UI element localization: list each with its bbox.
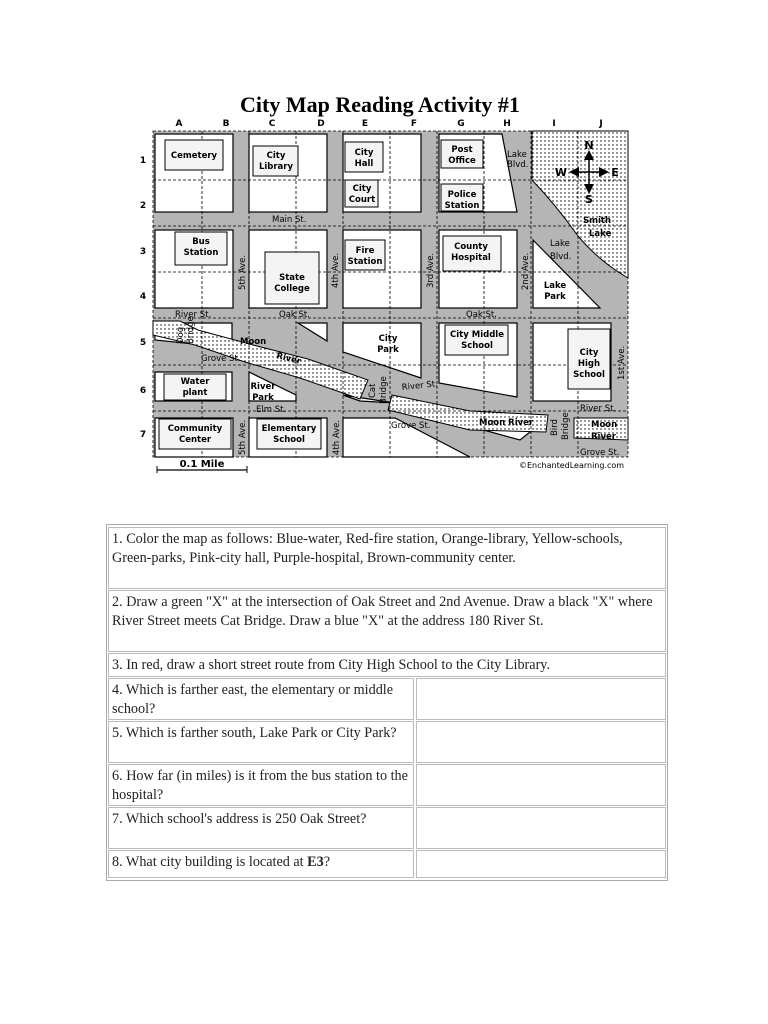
question-6: 6. How far (in miles) is it from the bus station to the hospital? <box>108 764 414 806</box>
question-6-row <box>108 764 666 806</box>
row-label: 3 <box>139 247 147 257</box>
label-river-park: Park <box>252 393 274 403</box>
label-river-st: River St. <box>175 310 212 320</box>
row-label: 1 <box>139 156 147 166</box>
label-moon-river: River <box>591 432 616 442</box>
answer-4-cell[interactable] <box>416 678 666 720</box>
col-label: C <box>268 119 276 129</box>
label-county-hospital: Hospital <box>451 253 491 263</box>
svg-text:0.1 Mile: 0.1 Mile <box>179 459 225 470</box>
label-bird-bridge: Bridge <box>561 412 571 440</box>
label-moon-river: Moon River <box>479 418 534 428</box>
answer-7-cell[interactable] <box>416 807 666 849</box>
label-2nd-ave: 2nd Ave. <box>521 252 531 290</box>
row-label: 7 <box>139 430 147 440</box>
question-8-text: 8. What city building is located at <box>112 854 308 870</box>
row-label: 4 <box>139 292 147 302</box>
label-city-library: Library <box>258 162 294 172</box>
label-oak-st: Oak St. <box>466 310 497 320</box>
label-lake-blvd: Blvd. <box>550 252 572 262</box>
label-bus-station: Station <box>183 248 219 258</box>
col-label: E <box>361 119 369 129</box>
label-5th-ave: 5th Ave. <box>238 254 248 290</box>
col-label: B <box>222 119 230 129</box>
label-oak-st: Oak St. <box>279 310 310 320</box>
label-community-center: Community <box>167 424 223 434</box>
col-label: F <box>410 119 418 129</box>
question-5: 5. Which is farther south, Lake Park or City Park? <box>108 721 414 763</box>
label-elm-st: Elm St. <box>256 405 287 415</box>
label-water-plant: Water <box>180 377 210 387</box>
label-cat-bridge: Cat <box>368 383 378 398</box>
label-lake-park: Park <box>544 292 566 302</box>
label-3rd-ave: 3rd Ave. <box>426 252 436 288</box>
label-police-station: Station <box>444 201 480 211</box>
label-grove-st: Grove St. <box>391 421 431 431</box>
label-grove-st: Grove St. <box>201 354 241 364</box>
label-4th-ave: 4th Ave. <box>332 419 342 455</box>
col-label: G <box>457 119 465 129</box>
row-label: 2 <box>139 201 147 211</box>
label-city-park: Park <box>377 345 399 355</box>
label-4th-ave: 4th Ave. <box>331 252 341 288</box>
row-labels <box>140 156 146 440</box>
label-grove-st: Grove St. <box>580 448 620 458</box>
label-fire-station: Station <box>347 257 383 267</box>
credit-text: ©EnchantedLearning.com <box>519 461 625 470</box>
questions-table <box>106 524 668 881</box>
label-city-middle-school: City Middle <box>450 330 504 340</box>
question-1: 1. Color the map as follows: Blue-water, Red-fire station, Orange-library, Yellow-schools, Green-parks, Pink-city hall, Purple-hospital, Brown-community center. <box>108 527 666 589</box>
label-smith-lake: Smith <box>583 216 612 226</box>
label-water-plant: plant <box>182 388 208 398</box>
col-label: A <box>175 119 183 129</box>
label-lake-park: Lake <box>543 281 567 291</box>
label-1st-ave: 1st Ave. <box>617 345 627 380</box>
label-city-court: City <box>352 184 372 194</box>
question-2: 2. Draw a green "X" at the intersection of Oak Street and 2nd Avenue. Draw a black "X" where River Street meets Cat Bridge. Draw a blue "X" at the address 180 River St. <box>108 590 666 652</box>
question-5-row <box>108 721 666 763</box>
label-city-hall: City <box>354 148 374 158</box>
label-main-st: Main St. <box>272 215 307 225</box>
label-cat-bridge: Bridge <box>379 376 389 404</box>
label-5th-ave: 5th Ave. <box>238 419 248 455</box>
label-city-middle-school: School <box>461 341 493 351</box>
map-scale <box>157 459 247 473</box>
col-label: D <box>317 119 325 129</box>
answer-6-cell[interactable] <box>416 764 666 806</box>
label-moon-river: Moon <box>591 420 618 430</box>
col-label: H <box>503 119 511 129</box>
question-8 <box>108 850 414 878</box>
svg-text:W: W <box>554 166 568 179</box>
label-bus-station: Bus <box>192 237 210 247</box>
label-city-high-school: School <box>573 370 605 380</box>
city-map <box>136 112 636 482</box>
label-lake-blvd: Blvd. <box>507 160 529 170</box>
question-3: 3. In red, draw a short street route from City High School to the City Library. <box>108 653 666 677</box>
label-dog-bridge: Dog <box>176 326 186 344</box>
label-lake-blvd: Lake <box>550 239 570 249</box>
label-river-st: River St. <box>401 379 439 393</box>
label-city-library: City <box>266 151 286 161</box>
label-county-hospital: County <box>454 242 488 252</box>
column-labels <box>176 119 603 129</box>
col-label: I <box>552 119 556 129</box>
label-cemetery: Cemetery <box>170 151 218 161</box>
label-lake-blvd: Lake <box>507 150 527 160</box>
label-city-court: Court <box>348 195 376 205</box>
answer-8-cell[interactable] <box>416 850 666 878</box>
label-city-park: City <box>378 334 398 344</box>
label-elementary-school: Elementary <box>261 424 317 434</box>
label-city-high-school: City <box>579 348 599 358</box>
svg-text:S: S <box>585 193 593 206</box>
svg-text:E: E <box>611 166 619 179</box>
label-elementary-school: School <box>273 435 305 445</box>
question-8-row <box>108 850 666 878</box>
label-dog-bridge: Bridge <box>186 316 196 344</box>
col-label: J <box>599 119 603 129</box>
label-bird-bridge: Bird <box>550 419 560 436</box>
question-8-suffix: ? <box>323 854 331 870</box>
label-moon-river: River <box>275 351 302 367</box>
question-7: 7. Which school's address is 250 Oak Street? <box>108 807 414 849</box>
label-post-office: Post <box>451 145 473 155</box>
label-moon-river: Moon <box>240 337 267 347</box>
page-title: City Map Reading Activity #1 <box>240 92 520 117</box>
label-state-college: State <box>279 273 305 283</box>
label-smith-lake: Lake <box>589 229 612 239</box>
label-police-station: Police <box>447 190 477 200</box>
label-post-office: Office <box>448 156 476 166</box>
label-city-hall: Hall <box>354 159 374 169</box>
label-community-center: Center <box>178 435 212 445</box>
label-state-college: College <box>274 284 310 294</box>
question-8-grid-ref: E3 <box>307 854 324 870</box>
question-7-row <box>108 807 666 849</box>
question-4: 4. Which is farther east, the elementary or middle school? <box>108 678 414 720</box>
label-river-park: River <box>250 382 276 392</box>
row-label: 5 <box>139 338 147 348</box>
label-river-st: River St. <box>580 404 617 414</box>
row-label: 6 <box>139 386 147 396</box>
label-city-high-school: High <box>577 359 601 369</box>
svg-text:N: N <box>584 139 594 152</box>
label-fire-station: Fire <box>355 246 375 256</box>
question-4-row <box>108 678 666 720</box>
answer-5-cell[interactable] <box>416 721 666 763</box>
